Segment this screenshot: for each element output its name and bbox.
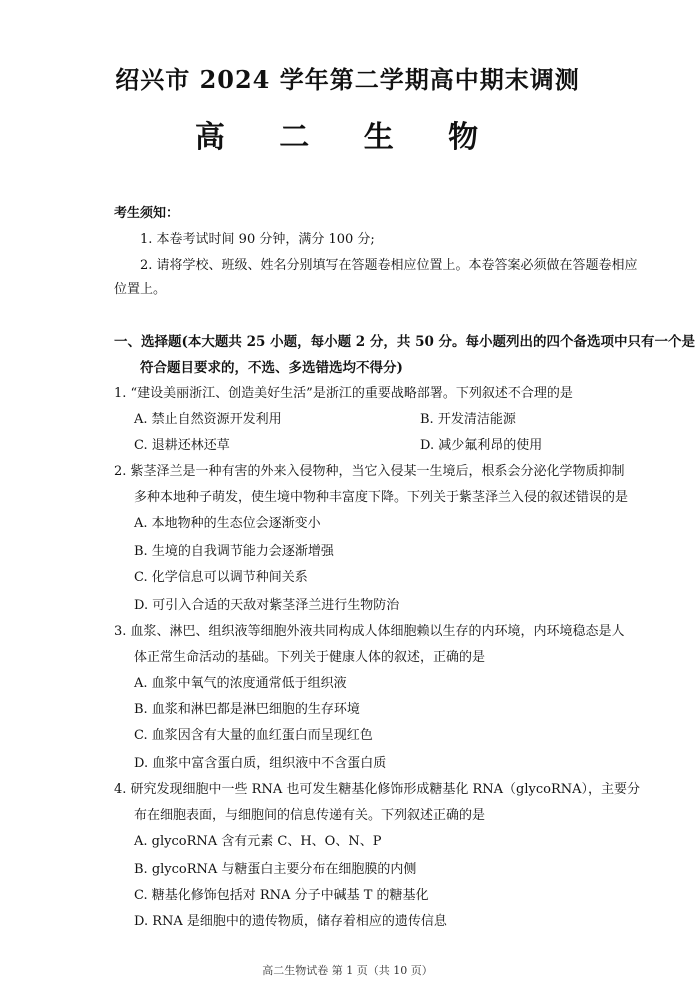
notice-heading: 考生须知： (114, 206, 180, 221)
question-2-option-b: B. 生境的自我调节能力会逐渐增强 (134, 544, 334, 559)
question-1-option-a: A. 禁止自然资源开发利用 (134, 412, 282, 427)
question-1-option-b: B. 开发清洁能源 (420, 412, 516, 427)
section-heading-line2: 符合题目要求的，不选、多选错选均不得分) (140, 360, 403, 376)
notice-item-1: 1. 本卷考试时间 90 分钟，满分 100 分; (140, 232, 375, 247)
question-4-stem-line1: 4. 研究发现细胞中一些 RNA 也可发生糖基化修饰形成糖基化 RNA（glycoRNA），主要分 (114, 782, 641, 797)
question-3-option-a: A. 血浆中氧气的浓度通常低于组织液 (134, 676, 347, 691)
question-3-stem-line1: 3. 血浆、淋巴、组织液等细胞外液共同构成人体细胞赖以生存的内环境，内环境稳态是人 (114, 624, 625, 639)
notice-item-2-line1: 2. 请将学校、班级、姓名分别填写在答题卷相应位置上。本卷答案必须做在答题卷相应 (140, 258, 638, 273)
exam-title: 绍兴市 2024 学年第二学期高中期末调测 (115, 65, 580, 94)
question-2-stem-line2: 多种本地种子萌发，使生境中物种丰富度下降。下列关于紫茎泽兰入侵的叙述错误的是 (134, 490, 629, 505)
subject-title: 高 二 生 物 (194, 120, 501, 155)
question-1-option-c: C. 退耕还林还草 (134, 438, 230, 453)
question-4-stem-line2: 布在细胞表面，与细胞间的信息传递有关。下列叙述正确的是 (134, 808, 486, 823)
question-2-option-d: D. 可引入合适的天敌对紫茎泽兰进行生物防治 (134, 598, 400, 613)
page-footer: 高二生物试卷 第 1 页（共 10 页） (262, 964, 433, 977)
question-4-option-c: C. 糖基化修饰包括对 RNA 分子中碱基 T 的糖基化 (134, 888, 429, 903)
question-1-stem: 1. “建设美丽浙江、创造美好生活”是浙江的重要战略部署。下列叙述不合理的是 (114, 386, 573, 401)
question-3-stem-line2: 体正常生命活动的基础。下列关于健康人体的叙述，正确的是 (134, 650, 486, 665)
question-4-option-a: A. glycoRNA 含有元素 C、H、O、N、P (134, 834, 382, 849)
question-2-option-a: A. 本地物种的生态位会逐渐变小 (134, 516, 321, 531)
question-4-option-b: B. glycoRNA 与糖蛋白主要分布在细胞膜的内侧 (134, 862, 417, 877)
question-2-option-c: C. 化学信息可以调节种间关系 (134, 570, 308, 585)
question-4-option-d: D. RNA 是细胞中的遗传物质，储存着相应的遗传信息 (134, 914, 447, 929)
question-3-option-c: C. 血浆因含有大量的血红蛋白而呈现红色 (134, 728, 373, 743)
section-heading-line1: 一、选择题(本大题共 25 小题，每小题 2 分，共 50 分。每小题列出的四个备选项中只有一个是 (114, 334, 695, 350)
question-3-option-b: B. 血浆和淋巴都是淋巴细胞的生存环境 (134, 702, 360, 717)
question-1-option-d: D. 减少氟利昂的使用 (420, 438, 543, 453)
notice-item-2-line2: 位置上。 (114, 282, 167, 297)
question-3-option-d: D. 血浆中富含蛋白质，组织液中不含蛋白质 (134, 756, 387, 771)
question-2-stem-line1: 2. 紫茎泽兰是一种有害的外来入侵物种，当它入侵某一生境后，根系会分泌化学物质抑制 (114, 464, 625, 479)
